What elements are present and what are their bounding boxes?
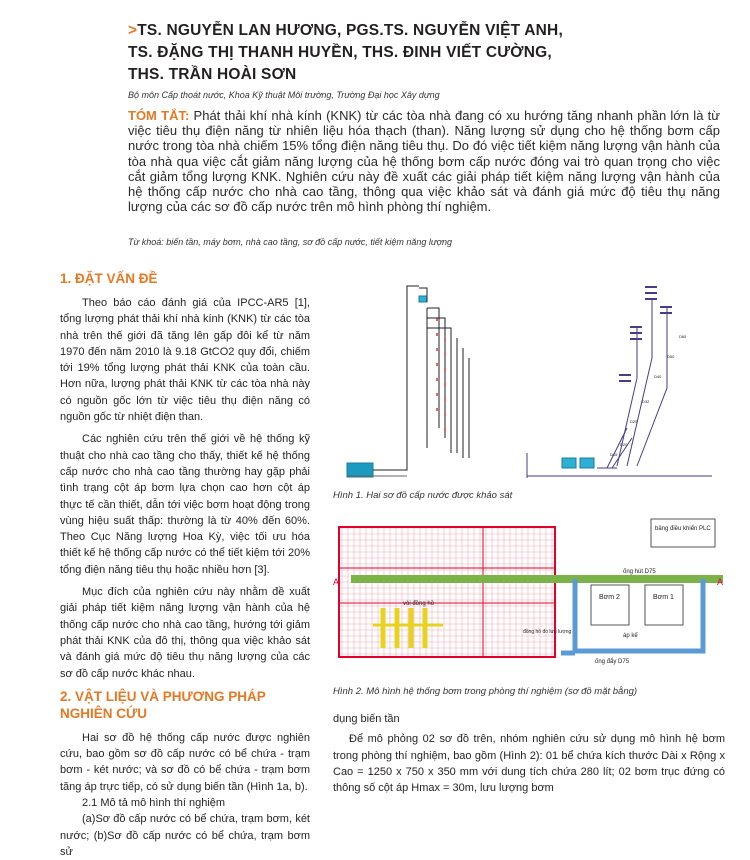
abstract bbox=[128, 108, 720, 214]
author-line: TS. ĐẶNG THỊ THANH HUYỀN, THS. ĐINH VIẾT CƯỜNG, bbox=[128, 44, 552, 61]
pump-1-label: Bơm 1 bbox=[653, 594, 674, 601]
abstract-label: TÓM TẮT: bbox=[128, 108, 190, 123]
left-column bbox=[60, 270, 310, 860]
fixture-markers bbox=[619, 286, 672, 382]
discharge-label: ống đẩy D75 bbox=[595, 659, 630, 665]
paragraph: Để mô phỏng 02 sơ đồ trên, nhóm nghiên cứu sử dụng mô hình hệ bơm trong phòng thí nghiệm, bao gồm (Hình 2): 01 bể chứa kích thước Dài x Rộng x Cao = 1250 x 750 x 350 mm với dung tích chứa 280 lít; 02 bơm trục đứng có thông số cột áp Hmax = 30m, lưu lượng bơm bbox=[333, 733, 725, 795]
paragraph: Các nghiên cứu trên thế giới về hệ thống kỹ thuật cho nhà cao tầng cho thấy, thiết kế hệ thống cấp nước cho nhà cao tầng thường hay gặp phải tình trạng cột áp bơm lựa chọn cao hơn cột áp thực tế cần thiết, dẫn tới việc bơm hoạt động trong vùng hiệu suất thấp: thường là từ 40% đến 60%. Theo Cục Năng lượng Hoa Kỳ, việc tối ưu hóa thiết kế hệ thống cấp nước có thể tiết kiệm tới 20% tổng điện năng tiêu thụ hoặc nhiều hơn [3]. bbox=[60, 433, 310, 576]
section-a-right: A bbox=[717, 577, 724, 587]
control-panel bbox=[651, 519, 715, 547]
paragraph-fragment: dụng biến tần bbox=[333, 713, 400, 725]
pump-2 bbox=[591, 585, 629, 625]
author-list bbox=[128, 20, 728, 86]
keywords: Từ khoá: biến tần, máy bơm, nhà cao tầng, sơ đồ cấp nước, tiết kiệm năng lượng bbox=[128, 237, 453, 247]
author-line: THS. TRẦN HOÀI SƠN bbox=[128, 66, 297, 83]
riser-label: D50 bbox=[667, 354, 675, 359]
paragraph: Hai sơ đồ hệ thống cấp nước được nghiên cứu, bao gồm sơ đồ cấp nước có bể chứa - trạm bơm - két nước; và sơ đồ có bể chứa - trạm bơm tăng áp trực tiếp, có sử dụng biến tần (Hình 1a, b). bbox=[60, 731, 310, 793]
pump-1 bbox=[645, 585, 683, 625]
suction-label: ống hút D75 bbox=[623, 569, 656, 575]
figure-2-caption: Hình 2. Mô hình hệ thống bơm trong phòng thí nghiệm (sơ đồ mặt bằng) bbox=[333, 686, 638, 697]
section-2-title: 2. VẬT LIỆU VÀ PHƯƠNG PHÁP NGHIÊN CỨU bbox=[60, 688, 266, 721]
gauge-label: áp kế bbox=[623, 633, 638, 639]
suction-pipe bbox=[351, 575, 561, 583]
riser-label: D32 bbox=[642, 399, 650, 404]
figure-2-diagram bbox=[333, 513, 725, 668]
riser-label: D65 bbox=[679, 334, 687, 339]
schematic-b bbox=[527, 298, 712, 478]
paragraph: Mục đích của nghiên cứu này nhằm đề xuất giải pháp tiết kiệm năng lượng vận hành của hệ thống cấp nước cho nhà cao tầng, hướng tới giảm phát thải KNK của đô thị, thông qua việc khảo sát và đánh giá mức độ tiêu thụ năng lượng của các sơ đồ cấp nước khác nhau. bbox=[60, 586, 310, 680]
riser-label: D15 bbox=[610, 452, 618, 457]
figure-1-caption: Hình 1. Hai sơ đồ cấp nước được khảo sát bbox=[333, 490, 513, 501]
subsection-title: 2.1 Mô tả mô hình thí nghiệm bbox=[82, 797, 226, 810]
storage-tank bbox=[339, 527, 555, 657]
article-header bbox=[128, 20, 728, 100]
riser-label: D20 bbox=[620, 442, 628, 447]
paragraph: Theo báo cáo đánh giá của IPCC-AR5 [1], tổng lượng phát thải khí nhà kính (KNK) từ các tòa nhà trên thế giới đã tăng lên gấp đôi kể từ năm 1970 đến năm 2010 là 9.18 GtCO2 quy đổi, chiếm tới 19% tổng lượng phát thải KNK của toàn cầu. Hơn nữa, lượng phát thải KNK từ các tòa nhà này có nguồn gốc lớn từ việc tiêu thụ điện năng có nguồn gốc từ nhiệt điện than. bbox=[60, 297, 310, 424]
right-column bbox=[333, 711, 725, 796]
chevron-icon: > bbox=[128, 22, 138, 39]
riser-label: D25 bbox=[630, 419, 638, 424]
abstract-text: Phát thải khí nhà kính (KNK) từ các tòa nhà đang có xu hướng tăng nhanh phần lớn là từ việc tiêu thụ điện năng từ nhiên liệu hóa thạch (than). Năng lượng sử dụng cho hệ thống bơm cấp nước trong tòa nhà chiếm 15% tổng điện năng tiêu thụ. Do đó việc tiết kiệm năng lượng vận hành của tòa nhà qua việc cắt giảm năng lượng của hệ thống bơm cấp nước đóng vai trò quan trọng cho việc cắt giảm tổng lượng KNK. Nghiên cứu này đề xuất các giải pháp tiết kiệm năng lượng vận hành của hệ thống cấp nước cho nhà cao tầng, thông qua việc khảo sát và đánh giá mức độ tiêu thụ năng lượng của các sơ đồ cấp nước trên mô hình phòng thí nghiệm. bbox=[128, 108, 720, 215]
riser-label: D40 bbox=[654, 374, 662, 379]
section-a-left: A bbox=[333, 577, 340, 587]
panel-label: bảng điều khiển PLC bbox=[655, 526, 711, 532]
affiliation: Bộ môn Cấp thoát nước, Khoa Kỹ thuật Môi trường, Trường Đại học Xây dựng bbox=[128, 90, 440, 100]
author-line: TS. NGUYỄN LAN HƯƠNG, PGS.TS. NGUYỄN VIỆT ANH, bbox=[137, 22, 563, 39]
figure-1-diagram bbox=[327, 278, 722, 486]
pump-2-label: Bơm 2 bbox=[599, 594, 620, 601]
section-1-title: 1. ĐẶT VẤN ĐỀ bbox=[60, 271, 158, 286]
valve-label: đồng hồ đo lưu lượng bbox=[523, 629, 572, 635]
flow-label: vòi đồng hồ bbox=[403, 601, 435, 607]
schematic-a bbox=[347, 286, 469, 477]
paragraph: (a)Sơ đồ cấp nước có bể chứa, trạm bơm, két nước; (b)Sơ đồ cấp nước có bể chứa, trạm bơm sử bbox=[60, 813, 310, 858]
